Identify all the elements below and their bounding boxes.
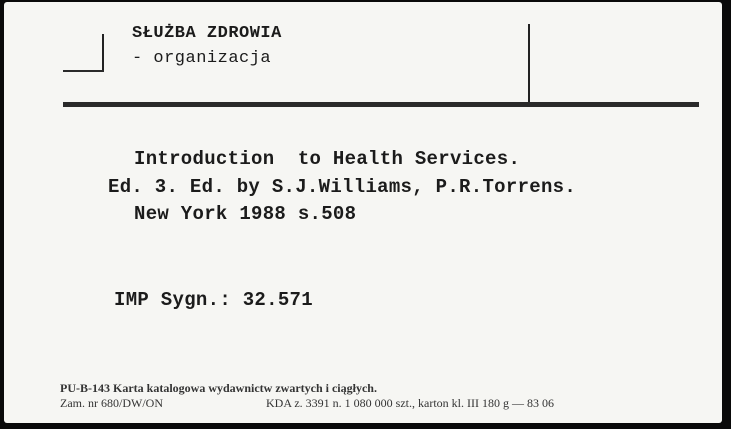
imprint-line: New York 1988 s.508 <box>134 203 357 225</box>
left-corner-rule <box>63 70 104 72</box>
header-separator-rule <box>63 102 699 107</box>
catalog-card <box>4 2 722 423</box>
call-number: IMP Sygn.: 32.571 <box>114 289 313 311</box>
left-vertical-rule <box>102 34 104 72</box>
order-number: Zam. nr 680/DW/ON <box>60 396 163 410</box>
form-description: PU-B-143 Karta katalogowa wydawnictw zwartych i ciągłych. <box>60 381 377 395</box>
print-details: KDA z. 3391 n. 1 080 000 szt., karton kl. III 180 g — 83 06 <box>266 396 554 410</box>
right-vertical-rule <box>528 24 530 102</box>
edition-line: Ed. 3. Ed. by S.J.Williams, P.R.Torrens. <box>108 176 577 198</box>
subject-subdivision: - organizacja <box>132 49 272 68</box>
title-line: Introduction to Health Services. <box>134 148 521 170</box>
subject-heading: SŁUŻBA ZDROWIA <box>132 24 282 43</box>
